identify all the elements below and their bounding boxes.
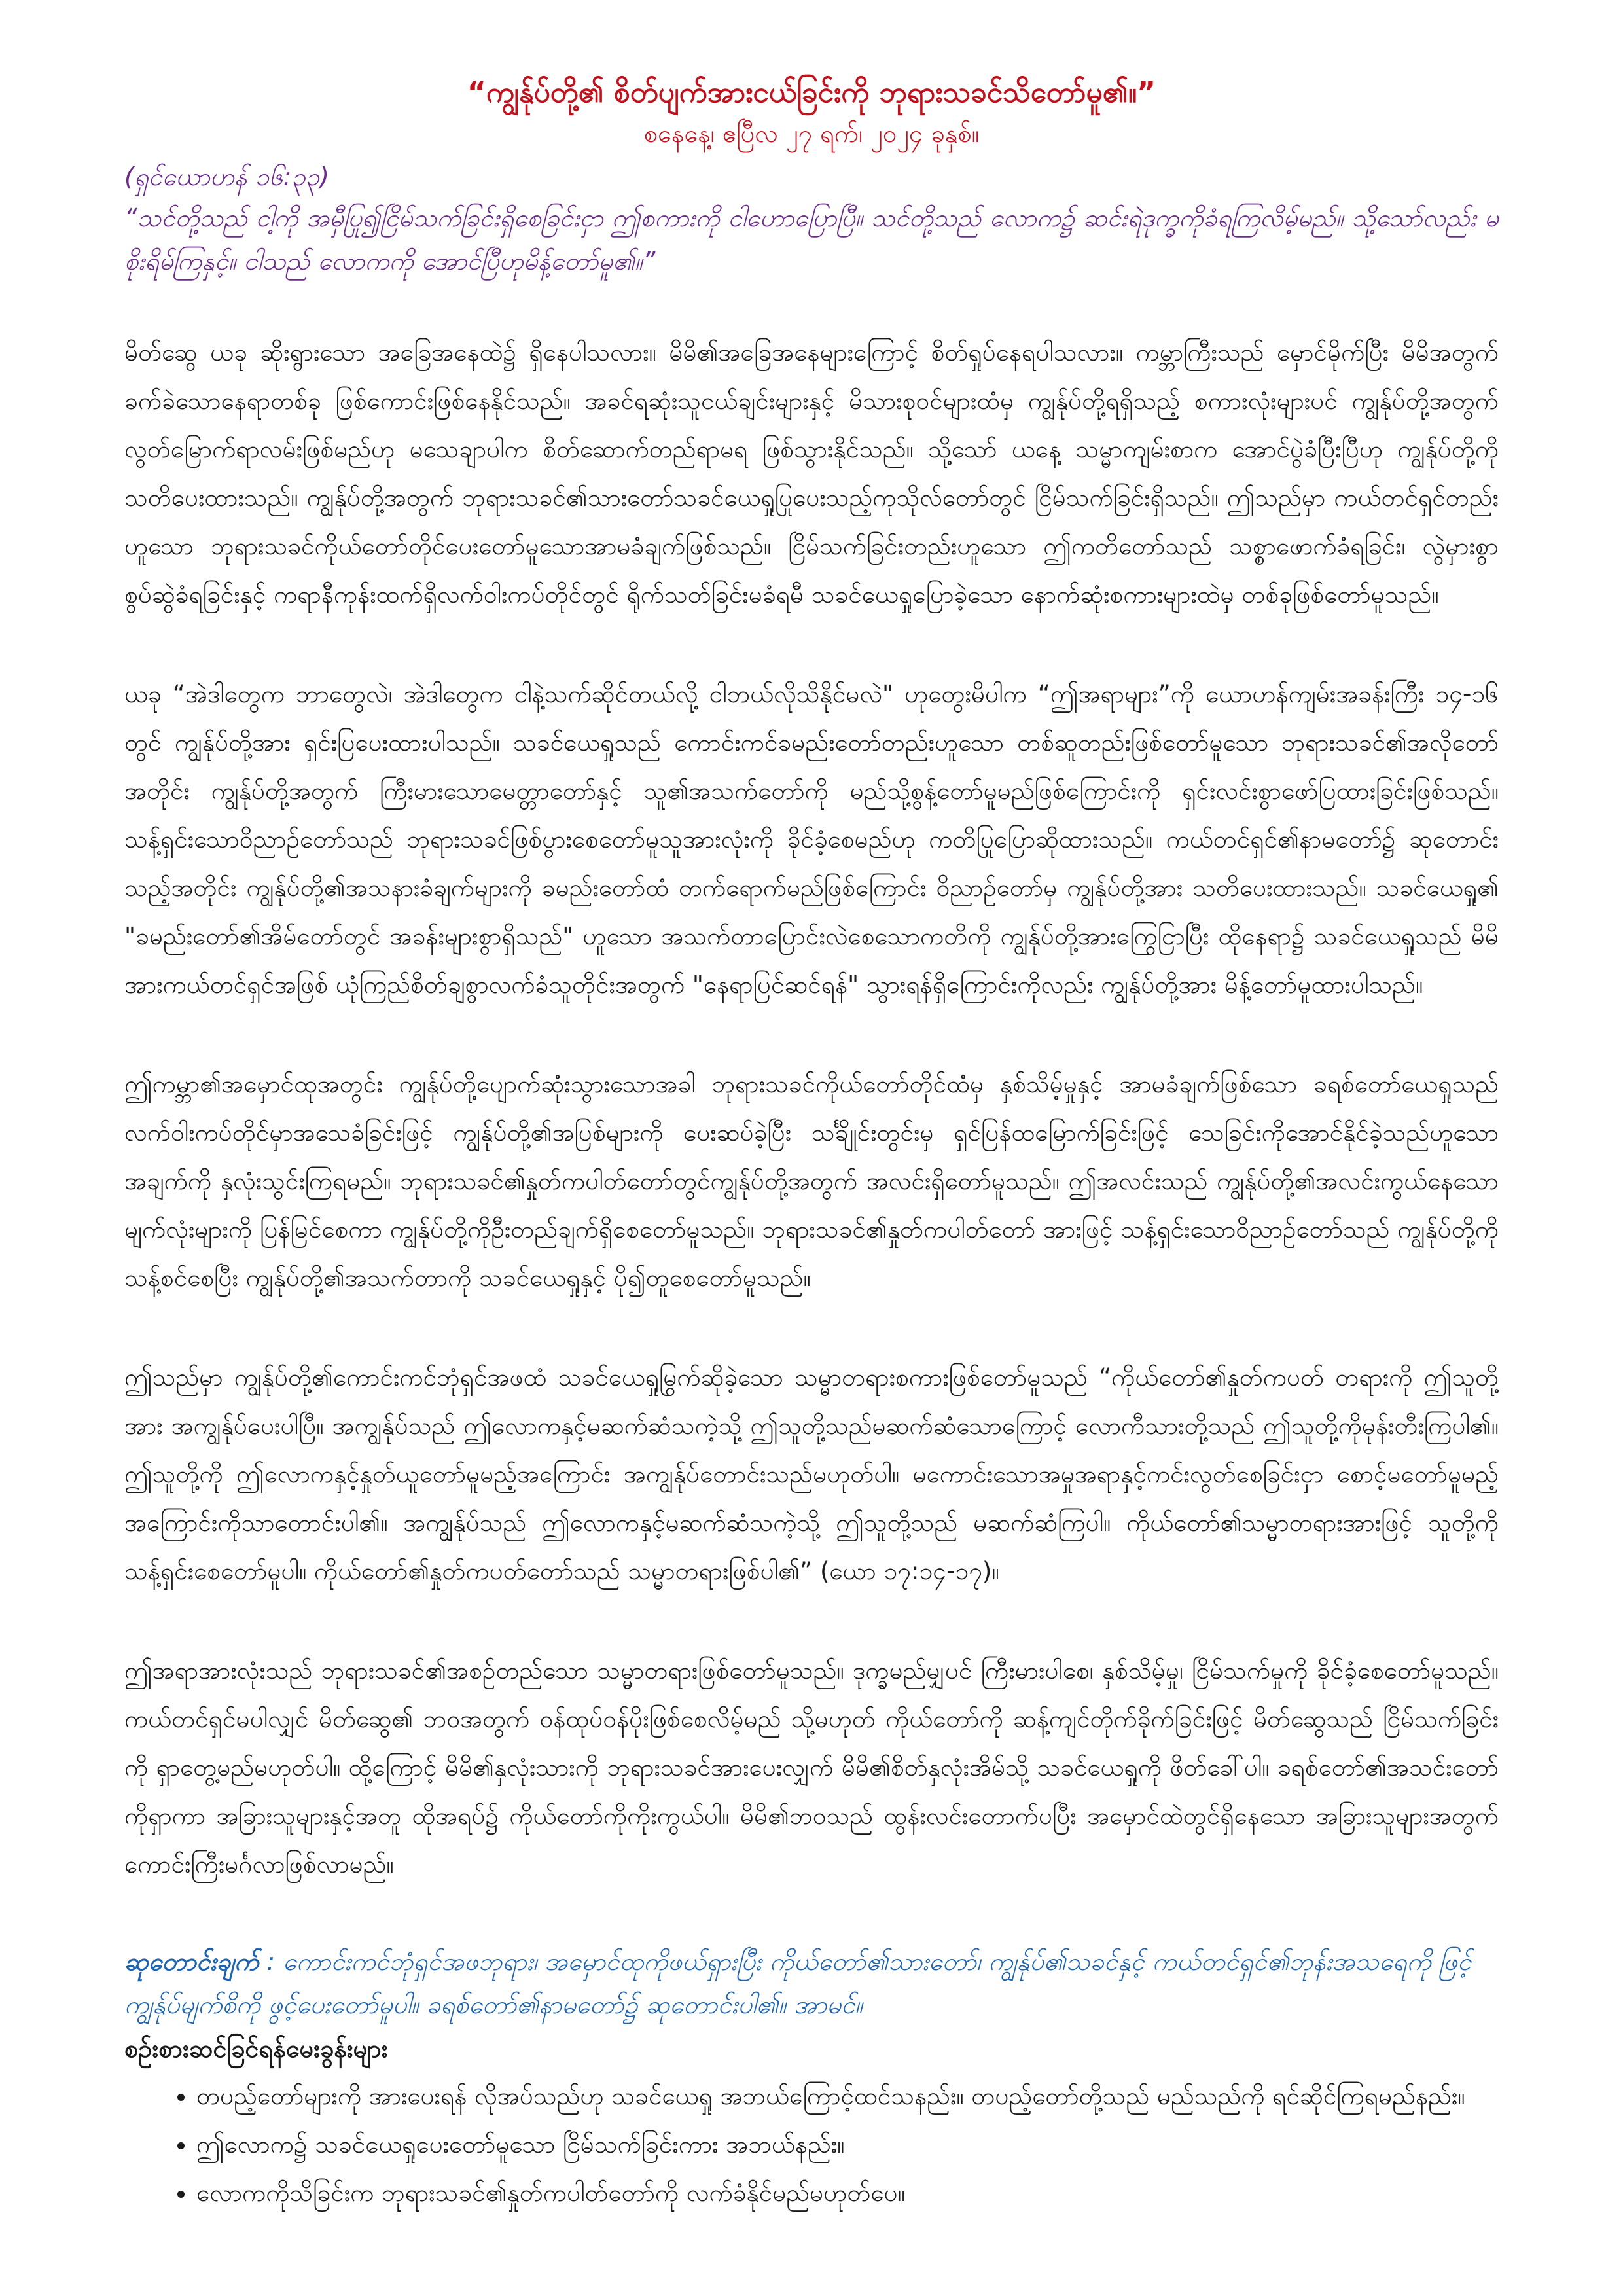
verse-reference: (ရှင်ယောဟန် ၁၆:၃၃) — [124, 162, 329, 191]
prayer-label: ဆုတောင်းချက် — [124, 1947, 259, 1976]
body-paragraph-5: ဤအရာအားလုံးသည် ဘုရားသခင်၏အစဉ်တည်သော သမ္မာတရားဖြစ်တော်မူသည်။ ဒုက္ခမည်မျှပင် ကြီးမားပါစေ၊ နှစ်သိမ့်မှု၊ ငြိမ်သက်မှုကို ခိုင်ခံ့စေတော်မူသည်။ ကယ်တင်ရှင်မပါလျှင် မိတ်ဆွေ၏ ဘဝအတွက် ဝန်ထုပ်ဝန်ပိုးဖြစ်စေလိမ့်မည် သို့မဟုတ် ကိုယ်တော်ကို ဆန့်ကျင်တိုက်ခိုက်ခြင်းဖြင့် မိတ်ဆွေသည် ငြိမ်သက်ခြင်းကို ရှာတွေ့မည်မဟုတ်ပါ။ ထို့ကြောင့် မိမိ၏နှလုံးသားကို ဘုရားသခင်အားပေးလျှက် မိမိ၏စိတ်နှလုံးအိမ်သို့ သခင်ယေရှုကို ဖိတ်ခေါ်ပါ။ ခရစ်တော်၏အသင်းတော်ကိုရှာကာ အခြားသူများနှင့်အတူ ထိုအရပ်၌ ကိုယ်တော်ကိုကိုးကွယ်ပါ။ မိမိ၏ဘဝသည် ထွန်းလင်းတောက်ပပြီး အမှောင်ထဲတွင်ရှိနေသော အခြားသူများအတွက် ကောင်းကြီးမင်္ဂလာဖြစ်လာမည်။ — [124, 1657, 1499, 1878]
page-title: “ကျွန်ုပ်တို့၏ စိတ်ပျက်အားငယ်ခြင်းကို ဘုရားသခင်သိတော်မူ၏။” — [467, 76, 1156, 109]
question-item: • တပည့်တော်များကို အားပေးရန် လိုအပ်သည်ဟု သခင်ယေရှု အဘယ်ကြောင့်ထင်သနည်း။ တပည့်တော်တို့သည် မည်သည်ကို ရင်ဆိုင်ကြရမည်နည်း။ — [196, 2075, 1499, 2118]
body-paragraph-4: ဤသည်မှာ ကျွန်ုပ်တို့၏ကောင်းကင်ဘုံရှင်အဖထံ သခင်ယေရှုမြွက်ဆိုခဲ့သော သမ္မာတရားစကားဖြစ်တော်မူသည် “ကိုယ်တော်၏နှုတ်ကပတ် တရားကို ဤသူတို့အား အကျွန်ုပ်ပေးပါပြီ။ အကျွန်ုပ်သည် ဤလောကနှင့်မဆက်ဆံသကဲ့သို့ ဤသူတို့သည်မဆက်ဆံသောကြောင့် လောကီသားတို့သည် ဤသူတို့ကိုမုန်းတီးကြပါ၏။ ဤသူတို့ကို ဤလောကနှင့်နှုတ်ယူတော်မူမည့်အကြောင်း အကျွန်ုပ်တောင်းသည်မဟုတ်ပါ။ မကောင်းသောအမှုအရာနှင့်ကင်းလွတ်စေခြင်းငှာ စောင့်မတော်မူမည့်အကြောင်းကိုသာတောင်းပါ၏။ အကျွန်ုပ်သည် ဤလောကနှင့်မဆက်ဆံသကဲ့သို့ ဤသူတို့သည် မဆက်ဆံကြပါ။ ကိုယ်တော်၏သမ္မာတရားအားဖြင့် သူတို့ကိုသန့်ရှင်းစေတော်မူပါ။ ကိုယ်တော်၏နှုတ်ကပတ်တော်သည် သမ္မာတရားဖြစ်ပါ၏” (ယော ၁၇:၁၄-၁၇)။ — [124, 1363, 1499, 1585]
questions-heading: စဉ်းစားဆင်ခြင်ရန်မေးခွန်းများ — [124, 2034, 388, 2063]
questions-list — [124, 2075, 1499, 2215]
verse-text: “သင်တို့သည် ငါ့ကို အမှီပြု၍ငြိမ်သက်ခြင်းရှိစေခြင်းငှာ ဤစကားကို ငါဟောပြောပြီ။ သင်တို့သည် လောက၌ ဆင်းရဲဒုက္ခကိုခံရကြလိမ့်မည်။ သို့သော်လည်း မစိုးရိမ်ကြနှင့်။ ငါသည် လောကကို အောင်ပြီဟုမိန့်တော်မူ၏။” — [124, 204, 1499, 276]
date-line: စနေနေ့၊ ဧပြီလ ၂၇ ရက်၊ ၂၀၂၄ ခုနှစ်။ — [643, 119, 980, 148]
body-paragraph-3: ဤကမ္ဘာ၏အမှောင်ထုအတွင်း ကျွန်ုပ်တို့ပျောက်ဆုံးသွားသောအခါ ဘုရားသခင်ကိုယ်တော်တိုင်ထံမှ နှစ်သိမ့်မှုနှင့် အာမခံချက်ဖြစ်သော ခရစ်တော်ယေရှုသည် လက်ဝါးကပ်တိုင်မှာအသေခံခြင်းဖြင့် ကျွန်ုပ်တို့၏အပြစ်များကို ပေးဆပ်ခဲ့ပြီး သင်္ချိုင်းတွင်းမှ ရှင်ပြန်ထမြောက်ခြင်းဖြင့် သေခြင်းကိုအောင်နိုင်ခဲ့သည်ဟူသောအချက်ကို နှလုံးသွင်းကြရမည်။ ဘုရားသခင်၏နှုတ်ကပါတ်တော်တွင်ကျွန်ုပ်တို့အတွက် အလင်းရှိတော်မူသည်။ ဤအလင်းသည် ကျွန်ုပ်တို့၏အလင်းကွယ်နေသောမျက်လုံးများကို ပြန်မြင်စေကာ ကျွန်ုပ်တို့ကိုဦးတည်ချက်ရှိစေတော်မူသည်။ ဘုရားသခင်၏နှုတ်ကပါတ်တော် အားဖြင့် သန့်ရှင်းသောဝိညာဉ်တော်သည် ကျွန်ုပ်တို့ကို သန့်စင်စေပြီး ကျွန်ုပ်တို့၏အသက်တာကို သခင်ယေရှုနှင့် ပို၍တူစေတော်မူသည်။ — [124, 1070, 1499, 1292]
body-paragraph-2: ယခု “အဲဒါတွေက ဘာတွေလဲ၊ အဲဒါတွေက ငါနဲ့သက်ဆိုင်တယ်လို့ ငါဘယ်လိုသိနိုင်မလဲ" ဟုတွေးမိပါက “ဤအရာများ”ကို ယောဟန်ကျမ်းအခန်းကြီး ၁၄-၁၆ တွင် ကျွန်ုပ်တို့အား ရှင်းပြပေးထားပါသည်။ သခင်ယေရှုသည် ကောင်းကင်ခမည်းတော်တည်းဟူသော တစ်ဆူတည်းဖြစ်တော်မူသော ဘုရားသခင်၏အလိုတော်အတိုင်း ကျွန်ုပ်တို့အတွက် ကြီးမားသောမေတ္တာတော်နှင့် သူ၏အသက်တော်ကို မည်သို့စွန့်တော်မူမည်ဖြစ်ကြောင်းကို ရှင်းလင်းစွာဖော်ပြထားခြင်းဖြစ်သည်။ သန့်ရှင်းသောဝိညာဉ်တော်သည် ဘုရားသခင်ဖြစ်ပွားစေတော်မူသူအားလုံးကို ခိုင်ခံ့စေမည်ဟု ကတိပြုပြောဆိုထားသည်။ ကယ်တင်ရှင်၏နာမတော်၌ ဆုတောင်းသည့်အတိုင်း ကျွန်ုပ်တို့၏အသနားခံချက်များကို ခမည်းတော်ထံ တက်ရောက်မည်ဖြစ်ကြောင်း ဝိညာဉ်တော်မှ ကျွန်ုပ်တို့အား သတိပေးထားသည်။ သခင်ယေရှု၏ "ခမည်းတော်၏အိမ်တော်တွင် အခန်းများစွာရှိသည်" ဟူသော အသက်တာပြောင်းလဲစေသောကတိကို ကျွန်ုပ်တို့အားကြွေငြာပြီး ထိုနေရာ၌ သခင်ယေရှုသည် မိမိအားကယ်တင်ရှင်အဖြစ် ယုံကြည်စိတ်ချစွာလက်ခံသူတိုင်းအတွက် "နေရာပြင်ဆင်ရန်" သွားရန်ရှိကြောင်းကိုလည်း ကျွန်ုပ်တို့အား မိန့်တော်မူထားပါသည်။ — [124, 680, 1499, 999]
prayer-section — [124, 1940, 1499, 2026]
question-item: • လောကကိုသိခြင်းက ဘုရားသခင်၏နှုတ်ကပါတ်တော်ကို လက်ခံနိုင်မည်မဟုတ်ပေ။ — [196, 2172, 1499, 2215]
question-item: • ဤလောက၌ သခင်ယေရှုပေးတော်မူသော ငြိမ်သက်ခြင်းကား အဘယ်နည်း။ — [196, 2123, 1499, 2166]
body-paragraph-1: မိတ်ဆွေ ယခု ဆိုးရွားသော အခြေအနေထဲ၌ ရှိနေပါသလား။ မိမိ၏အခြေအနေများကြောင့် စိတ်ရှုပ်နေရပါသလား။ ကမ္ဘာကြီးသည် မှောင်မိုက်ပြီး မိမိအတွက် ခက်ခဲသောနေရာတစ်ခု ဖြစ်ကောင်းဖြစ်နေနိုင်သည်။ အခင်ရဆုံးသူငယ်ချင်းများနှင့် မိသားစုဝင်များထံမှ ကျွန်ုပ်တို့ရရှိသည့် စကားလုံးများပင် ကျွန်ုပ်တို့အတွက် လွတ်မြောက်ရာလမ်းဖြစ်မည်ဟု မသေချာပါက စိတ်ဆောက်တည်ရာမရ ဖြစ်သွားနိုင်သည်။ သို့သော် ယနေ့ သမ္မာကျမ်းစာက အောင်ပွဲခံပြီးပြီဟု ကျွန်ုပ်တို့ကိုသတိပေးထားသည်။ ကျွန်ုပ်တို့အတွက် ဘုရားသခင်၏သားတော်သခင်ယေရှုပြုပေးသည့်ကုသိုလ်တော်တွင် ငြိမ်သက်ခြင်းရှိသည်။ ဤသည်မှာ ကယ်တင်ရှင်တည်းဟူသော ဘုရားသခင်ကိုယ်တော်တိုင်ပေးတော်မူသောအာမခံချက်ဖြစ်သည်။ ငြိမ်သက်ခြင်းတည်းဟူသော ဤကတိတော်သည် သစ္စာဖောက်ခံရခြင်း၊ လွဲမှားစွာစွပ်ဆွဲခံရခြင်းနှင့် ကရာနီကုန်းထက်ရှိလက်ဝါးကပ်တိုင်တွင် ရိုက်သတ်ခြင်းမခံရမီ သခင်ယေရှုပြောခဲ့သော နောက်ဆုံးစကားများထဲမှ တစ်ခုဖြစ်တော်မူသည်။ — [124, 338, 1499, 609]
prayer-text: : ကောင်းကင်ဘုံရှင်အဖဘုရား၊ အမှောင်ထုကိုဖယ်ရှားပြီး ကိုယ်တော်၏သားတော်၊ ကျွန်ုပ်၏သခင်နှင့် ကယ်တင်ရှင်၏ဘုန်းအသရေကို ဖြင့် ကျွန်ုပ်မျက်စိကို ဖွင့်ပေးတော်မူပါ။ ခရစ်တော်၏နာမတော်၌ ဆုတောင်းပါ၏။ အာမင်။ — [124, 1947, 1472, 2019]
